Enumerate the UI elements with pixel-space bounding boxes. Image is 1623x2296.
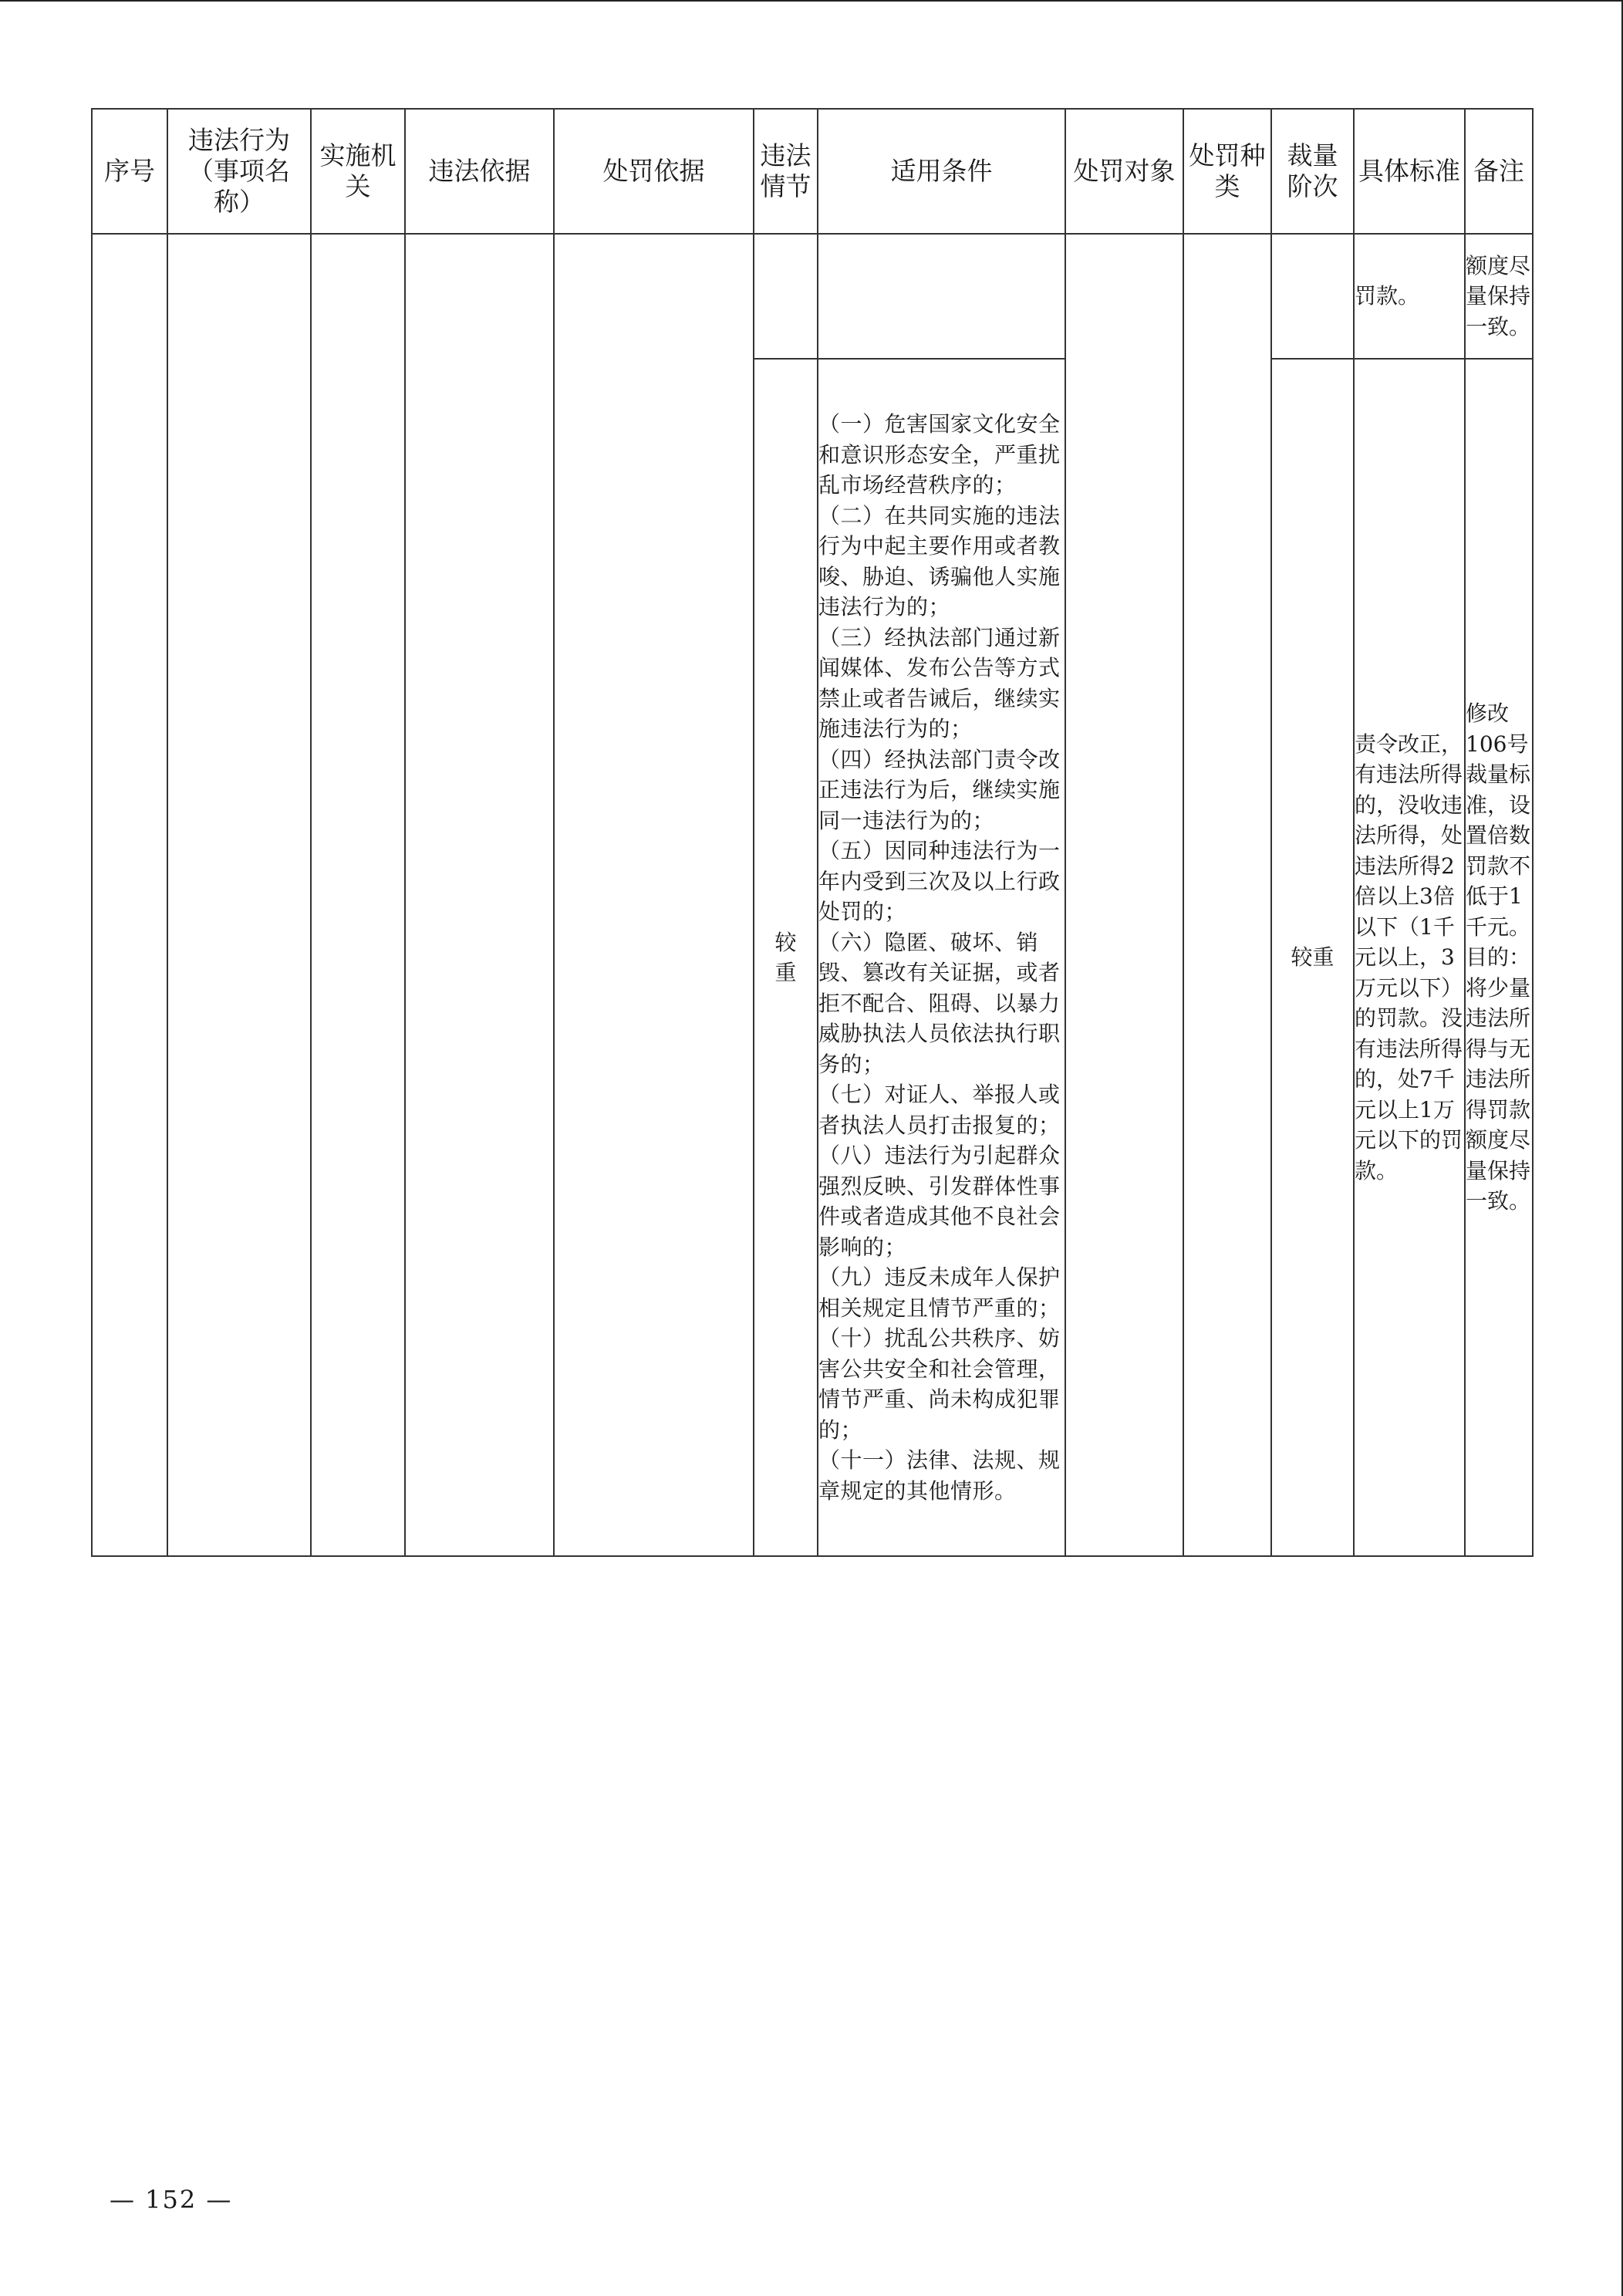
header-penalty-type: 处罚种类 (1183, 109, 1271, 234)
cell-circumstance (754, 359, 818, 1556)
cell-level-prev (1271, 234, 1354, 359)
header-illegal-act: 违法行为（事项名称） (167, 109, 311, 234)
header-note: 备注 (1465, 109, 1533, 234)
condition-item-9: （九）违反未成年人保护相关规定且情节严重的； (818, 1264, 1061, 1321)
condition-item-7: （七）对证人、举报人或者执法人员打击报复的； (818, 1082, 1061, 1138)
condition-item-5: （五）因同种违法行为一年内受到三次及以上行政处罚的； (818, 838, 1061, 924)
cell-penalty-type (1183, 234, 1271, 1556)
header-illegal-basis: 违法依据 (405, 109, 554, 234)
cell-conditions-prev (818, 234, 1065, 359)
cell-note: 修改106号裁量标准，设置倍数罚款不低于1千元。目的：将少量违法所得与无违法所得罚款额度尽量保持一致。 (1465, 359, 1533, 1556)
header-agency: 实施机关 (311, 109, 405, 234)
cell-seq (92, 234, 167, 1556)
header-penalty-basis: 处罚依据 (554, 109, 754, 234)
circumstance-text: 较重 (774, 929, 797, 985)
cell-conditions (818, 359, 1065, 1556)
cell-agency (311, 234, 405, 1556)
cell-illegal-act (167, 234, 311, 1556)
page-border-top (0, 0, 1623, 2)
condition-item-2: （二）在共同实施的违法行为中起主要作用或者教唆、胁迫、诱骗他人实施违法行为的； (818, 502, 1061, 620)
header-row (92, 109, 1533, 234)
cell-standard-prev: 罚款。 (1354, 234, 1465, 359)
header-seq: 序号 (92, 109, 167, 234)
table-row-continued (92, 234, 1533, 359)
condition-item-3: （三）经执法部门通过新闻媒体、发布公告等方式禁止或者告诫后，继续实施违法行为的； (818, 624, 1061, 741)
cell-circumstance-prev (754, 234, 818, 359)
header-specific-standard: 具体标准 (1354, 109, 1465, 234)
cell-discretion-level: 较重 (1271, 359, 1354, 1556)
cell-penalty-basis (554, 234, 754, 1556)
discretion-standard-table (91, 108, 1534, 1557)
condition-item-10: （十）扰乱公共秩序、妨害公共安全和社会管理，情节严重、尚未构成犯罪的； (818, 1325, 1061, 1443)
condition-item-8: （八）违法行为引起群众强烈反映、引发群体性事件或者造成其他不良社会影响的； (818, 1143, 1061, 1260)
cell-penalty-target (1065, 234, 1183, 1556)
header-discretion-level: 裁量阶次 (1271, 109, 1354, 234)
header-conditions: 适用条件 (818, 109, 1065, 234)
condition-item-1: （一）危害国家文化安全和意识形态安全，严重扰乱市场经营秩序的； (818, 411, 1061, 498)
condition-item-6: （六）隐匿、破坏、销毁、篡改有关证据，或者拒不配合、阻碍、以暴力威胁执法人员依法执行职务的； (818, 929, 1061, 1077)
header-circumstance: 违法情节 (754, 109, 818, 234)
condition-item-11: （十一）法律、法规、规章规定的其他情形。 (818, 1447, 1061, 1504)
cell-specific-standard: 责令改正，有违法所得的，没收违法所得，处违法所得2倍以上3倍以下（1千元以上，3万元以下）的罚款。没有违法所得的，处7千元以上1万元以下的罚款。 (1354, 359, 1465, 1556)
page-number: — 152 — (110, 2185, 233, 2214)
cell-note-prev: 额度尽量保持一致。 (1465, 234, 1533, 359)
header-penalty-target: 处罚对象 (1065, 109, 1183, 234)
condition-item-4: （四）经执法部门责令改正违法行为后，继续实施同一违法行为的； (818, 746, 1061, 833)
cell-illegal-basis (405, 234, 554, 1556)
